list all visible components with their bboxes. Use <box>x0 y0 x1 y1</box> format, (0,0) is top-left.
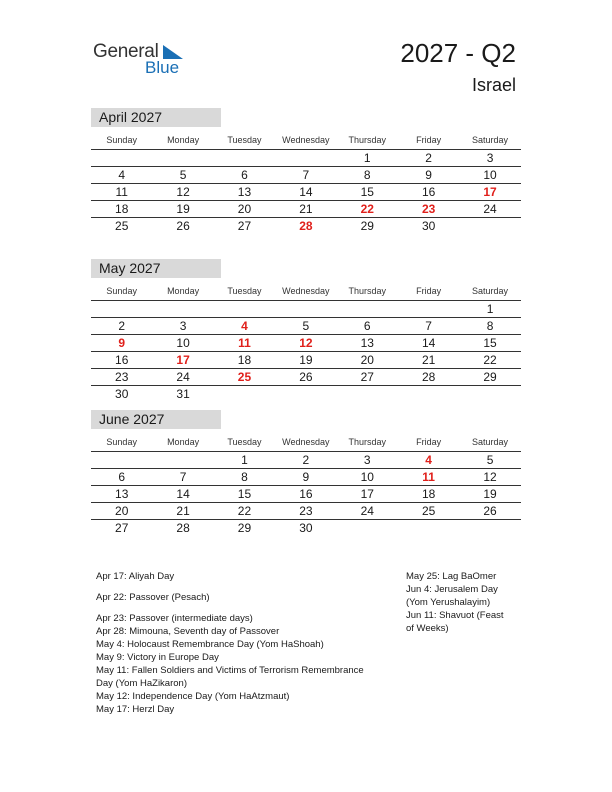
day-cell: 20 <box>115 504 129 518</box>
weekday-label: Thursday <box>348 135 387 145</box>
day-cell: 12 <box>483 470 497 484</box>
day-cell: 24 <box>360 504 374 518</box>
day-cell: 27 <box>237 219 252 233</box>
month-title: April 2027 <box>91 108 221 127</box>
day-cell: 2 <box>302 453 310 467</box>
weekday-label: Sunday <box>106 437 137 447</box>
weekday-label: Sunday <box>106 286 137 296</box>
weekday-label: Tuesday <box>227 135 262 145</box>
weekday-label: Monday <box>167 286 200 296</box>
holiday-note: May 4: Holocaust Remembrance Day (Yom HaShoah) <box>96 639 324 650</box>
logo-blue-text: Blue <box>145 58 180 77</box>
day-cell: 16 <box>421 185 436 199</box>
day-cell: 21 <box>299 202 313 216</box>
holiday-note: Day (Yom HaZikaron) <box>96 678 187 689</box>
day-cell <box>91 301 152 317</box>
week-row <box>91 184 521 201</box>
day-cell <box>398 520 459 536</box>
page-title: 2027 - Q2 <box>400 38 516 68</box>
week-row <box>91 150 521 167</box>
day-cell <box>152 452 213 468</box>
weekday-label: Wednesday <box>282 437 330 447</box>
day-cell: 14 <box>421 336 436 350</box>
month-april <box>91 108 521 234</box>
day-cell: 15 <box>237 487 252 501</box>
holiday-day-cell: 28 <box>299 219 313 233</box>
day-cell: 18 <box>115 202 129 216</box>
day-cell: 25 <box>421 504 436 518</box>
day-cell: 3 <box>486 151 494 165</box>
week-row <box>91 335 521 352</box>
day-cell: 8 <box>241 470 248 484</box>
day-cell: 21 <box>176 504 190 518</box>
day-cell: 19 <box>483 487 497 501</box>
day-cell: 20 <box>237 202 252 216</box>
day-cell <box>214 150 275 166</box>
day-cell: 30 <box>299 521 313 535</box>
day-cell: 13 <box>360 336 374 350</box>
day-cell: 6 <box>118 470 126 484</box>
day-cell: 31 <box>176 387 190 401</box>
weekday-header-row <box>91 132 521 150</box>
holiday-note: May 12: Independence Day (Yom HaAtzmaut) <box>96 691 290 702</box>
day-cell <box>337 301 398 317</box>
week-row <box>91 469 521 486</box>
holiday-notes-right <box>406 570 526 635</box>
week-row <box>91 352 521 369</box>
day-cell: 22 <box>237 504 252 518</box>
weekday-label: Tuesday <box>227 286 262 296</box>
day-cell <box>214 386 275 402</box>
day-cell <box>459 218 520 234</box>
day-cell: 2 <box>118 319 126 333</box>
day-cell: 18 <box>237 353 252 367</box>
week-row <box>91 486 521 503</box>
day-cell <box>91 452 152 468</box>
day-cell <box>398 301 459 317</box>
week-row <box>91 218 521 234</box>
day-cell: 8 <box>486 319 494 333</box>
day-cell: 29 <box>237 521 252 535</box>
day-cell: 10 <box>176 336 190 350</box>
holiday-note: Apr 22: Passover (Pesach) <box>96 592 210 603</box>
day-cell: 1 <box>363 151 371 165</box>
day-cell <box>337 520 398 536</box>
holiday-notes-left <box>96 570 396 716</box>
day-cell: 20 <box>360 353 374 367</box>
day-cell: 1 <box>486 302 494 316</box>
day-cell: 10 <box>360 470 374 484</box>
holiday-note: Apr 28: Mimouna, Seventh day of Passover <box>96 626 280 637</box>
holiday-note: Jun 11: Shavuot (Feast <box>406 610 504 621</box>
day-cell <box>91 150 152 166</box>
weekday-label: Tuesday <box>227 437 262 447</box>
day-cell <box>152 150 213 166</box>
holiday-day-cell: 23 <box>421 202 436 216</box>
day-cell <box>275 150 336 166</box>
day-cell: 5 <box>486 453 494 467</box>
week-row <box>91 369 521 386</box>
weekday-label: Friday <box>416 135 442 145</box>
week-row <box>91 301 521 318</box>
day-cell: 23 <box>115 370 129 384</box>
day-cell: 6 <box>241 168 248 182</box>
day-cell <box>275 386 336 402</box>
holiday-note: of Weeks) <box>406 623 449 634</box>
holiday-day-cell: 17 <box>176 353 190 367</box>
weekday-header-row <box>91 283 521 301</box>
day-cell <box>152 301 213 317</box>
holiday-day-cell: 4 <box>425 453 432 467</box>
holiday-note: (Yom Yerushalayim) <box>406 597 491 608</box>
day-cell <box>275 301 336 317</box>
logo <box>93 41 203 81</box>
day-cell: 22 <box>483 353 497 367</box>
week-row <box>91 452 521 469</box>
holiday-note: May 11: Fallen Soldiers and Victims of Terrorism Remembrance <box>96 665 364 676</box>
day-cell <box>337 386 398 402</box>
day-cell: 11 <box>115 185 128 199</box>
day-cell: 17 <box>360 487 374 501</box>
day-cell: 24 <box>176 370 190 384</box>
day-cell: 8 <box>363 168 371 182</box>
day-cell: 13 <box>115 487 129 501</box>
weekday-label: Friday <box>416 437 442 447</box>
weekday-label: Saturday <box>472 135 509 145</box>
holiday-day-cell: 22 <box>360 202 374 216</box>
month-june <box>91 410 521 536</box>
holiday-day-cell: 25 <box>237 370 252 384</box>
weekday-label: Sunday <box>106 135 137 145</box>
holiday-day-cell: 17 <box>483 185 497 199</box>
day-cell: 3 <box>363 453 371 467</box>
month-title: May 2027 <box>91 259 221 278</box>
day-cell: 14 <box>176 487 190 501</box>
day-cell: 19 <box>299 353 313 367</box>
day-cell: 9 <box>302 470 310 484</box>
weekday-label: Thursday <box>348 286 387 296</box>
day-cell: 19 <box>176 202 190 216</box>
day-cell: 13 <box>237 185 252 199</box>
day-cell <box>214 301 275 317</box>
weekday-header-row <box>91 434 521 452</box>
day-cell: 14 <box>299 185 313 199</box>
weekday-label: Saturday <box>472 286 509 296</box>
day-cell: 27 <box>360 370 374 384</box>
day-cell: 25 <box>115 219 129 233</box>
holiday-day-cell: 9 <box>118 336 126 350</box>
day-cell: 10 <box>483 168 497 182</box>
day-cell: 30 <box>421 219 436 233</box>
week-row <box>91 503 521 520</box>
day-cell: 23 <box>299 504 313 518</box>
day-cell: 7 <box>302 168 310 182</box>
day-cell: 12 <box>176 185 190 199</box>
day-cell: 21 <box>421 353 436 367</box>
day-cell: 16 <box>299 487 313 501</box>
weekday-label: Wednesday <box>282 286 330 296</box>
day-cell: 27 <box>115 521 129 535</box>
weekday-label: Monday <box>167 135 200 145</box>
holiday-note: Jun 4: Jerusalem Day <box>406 584 498 595</box>
day-cell <box>459 520 520 536</box>
day-cell: 5 <box>179 168 187 182</box>
weekday-label: Saturday <box>472 437 509 447</box>
month-title: June 2027 <box>91 410 221 429</box>
day-cell: 7 <box>425 319 432 333</box>
logo-general-text: General <box>93 41 159 62</box>
weekday-label: Wednesday <box>282 135 330 145</box>
day-cell: 1 <box>241 453 248 467</box>
holiday-day-cell: 11 <box>238 336 251 350</box>
holiday-day-cell: 4 <box>241 319 248 333</box>
week-row <box>91 167 521 184</box>
day-cell: 29 <box>483 370 497 384</box>
weekday-label: Thursday <box>348 437 387 447</box>
holiday-note: Apr 23: Passover (intermediate days) <box>96 613 253 624</box>
day-cell: 5 <box>302 319 310 333</box>
month-may <box>91 259 521 402</box>
day-cell: 2 <box>425 151 432 165</box>
day-cell: 4 <box>118 168 126 182</box>
day-cell: 16 <box>115 353 129 367</box>
day-cell: 30 <box>115 387 129 401</box>
day-cell: 24 <box>483 202 497 216</box>
day-cell: 3 <box>179 319 187 333</box>
day-cell: 18 <box>421 487 436 501</box>
day-cell <box>398 386 459 402</box>
weekday-label: Monday <box>167 437 200 447</box>
day-cell: 15 <box>483 336 497 350</box>
day-cell <box>459 386 520 402</box>
holiday-note: Apr 17: Aliyah Day <box>96 571 175 582</box>
country-name: Israel <box>471 75 516 95</box>
day-cell: 9 <box>425 168 432 182</box>
day-cell: 29 <box>360 219 374 233</box>
holiday-note: May 17: Herzl Day <box>96 704 175 715</box>
day-cell: 15 <box>360 185 374 199</box>
holiday-note: May 9: Victory in Europe Day <box>96 652 219 663</box>
holiday-day-cell: 11 <box>422 470 435 484</box>
holiday-note: May 25: Lag BaOmer <box>406 571 497 582</box>
week-row <box>91 520 521 536</box>
weekday-label: Friday <box>416 286 442 296</box>
day-cell: 6 <box>363 319 371 333</box>
day-cell: 26 <box>483 504 497 518</box>
day-cell: 7 <box>179 470 187 484</box>
day-cell: 28 <box>421 370 436 384</box>
day-cell: 26 <box>299 370 313 384</box>
holiday-day-cell: 12 <box>299 336 313 350</box>
day-cell: 28 <box>176 521 190 535</box>
week-row <box>91 201 521 218</box>
week-row <box>91 318 521 335</box>
day-cell: 26 <box>176 219 190 233</box>
week-row <box>91 386 521 402</box>
